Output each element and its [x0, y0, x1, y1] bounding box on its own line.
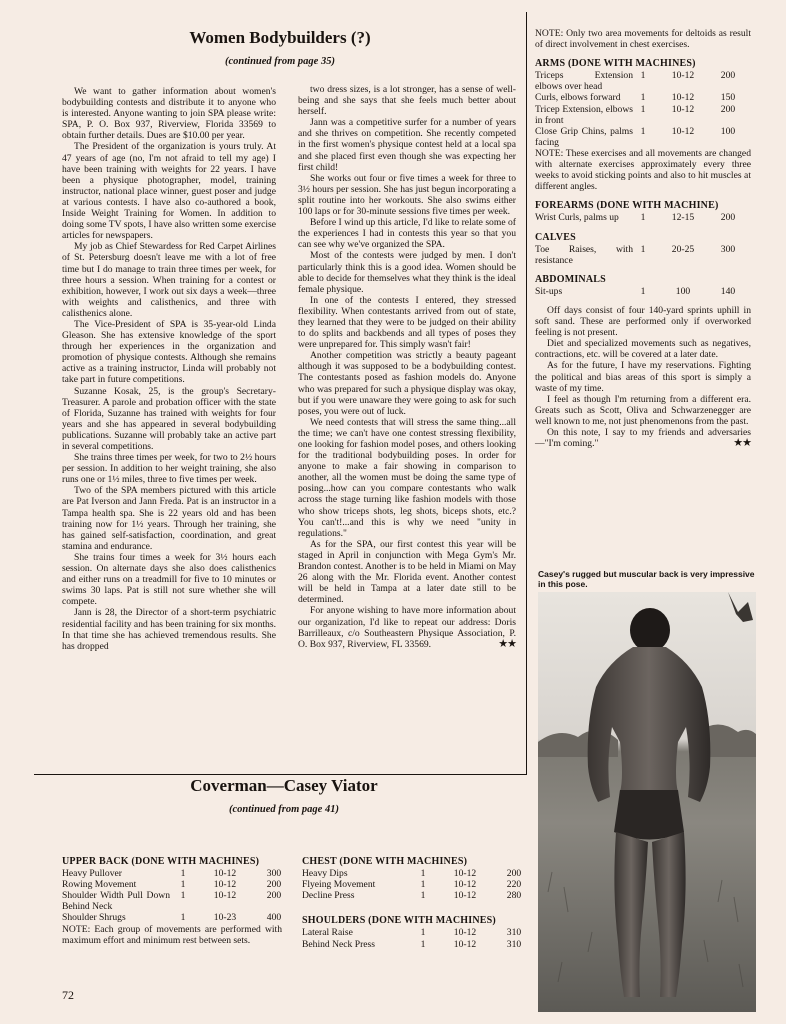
- exercise-row: [302, 939, 524, 950]
- exercise-row: [535, 286, 751, 297]
- exercise-row: [62, 890, 282, 912]
- exercise-row: [535, 126, 751, 148]
- exercise-weight: 200: [266, 890, 282, 902]
- exercise-name: Toe Raises, with resistance: [535, 243, 633, 266]
- upper-back-note: NOTE: Each group of movements are performed with maximum effort and minimum rest between sets.: [62, 923, 282, 946]
- exercise-sets: 1: [420, 938, 426, 950]
- exercise-name: Shoulder Shrugs: [62, 912, 126, 924]
- exercise-reps: 10-12: [453, 868, 477, 880]
- exercise-name: Shoulder Width Pull Down Behind Neck: [62, 890, 170, 913]
- upper-back-heading: UPPER BACK (DONE WITH MACHINES): [62, 856, 260, 867]
- exercise-row: [302, 868, 524, 879]
- end-mark: ★★: [498, 637, 516, 650]
- paragraph: She trains three times per week, for two to 2½ hours per session. In addition to her weight training, she also runs one or 1½ miles, three to five times per week.: [62, 452, 276, 486]
- photo-caption: Casey's rugged but muscular back is very impressive in this pose.: [538, 569, 755, 589]
- arms-table: [535, 70, 751, 148]
- exercise-name: Wrist Curls, palms up: [535, 212, 619, 224]
- exercise-reps: 10-12: [671, 92, 695, 104]
- exercise-weight: 310: [506, 927, 522, 939]
- exercise-weight: 200: [506, 868, 522, 880]
- exercise-reps: 10-12: [453, 938, 477, 950]
- exercise-name: Curls, elbows forward: [535, 92, 621, 104]
- exercise-row: [535, 70, 751, 92]
- paragraph: We need contests that will stress the same thing...all the time; we can't have one contest stressing flexibility, one looking for fashion model poses, and others looking for the traditional bodybuilding poses. In order for anyone to make a fair showing in comparison to another, all the women must be doing the same type of posing...how can you compare contestants who walk across the stage turning like fashion models with those who show triceps shots, leg shots, biceps shots, etc.? You can't!...and this is why we need "unity in regulations.": [298, 416, 516, 539]
- paragraph: Another competition was strictly a beauty pageant although it was supposed to be a bodybuilding contest. The contestants posed as fashion models do. Anyone who was prepared for such a physique display was okay, but if you were unaware they were going to ask for such poses, you were out of luck.: [298, 350, 516, 417]
- paragraph: In one of the contests I entered, they stressed flexibility. When contestants arrived from out of state, they learned that they were to be judged on their ability to do splits and backbends and all types of poses they were unprepared for. This simply wasn't fair!: [298, 294, 516, 351]
- exercise-weight: 150: [720, 92, 736, 104]
- paragraph: She works out four or five times a week for three to 3½ hours per session. She has just begun incorporating a split routine into her workouts. She also swims either 100 laps or for 30-minute sessions five times per week.: [298, 172, 516, 218]
- exercise-reps: 10-12: [213, 868, 237, 880]
- paragraph: On this note, I say to my friends and adversaries—"I'm coming." ★★: [535, 427, 751, 450]
- paragraph: My job as Chief Stewardess for Red Carpet Airlines of St. Petersburg doesn't leave me with a lot of free time but I do manage to train three times per week, for three hours a session. When training for a contest or exhibition, however, I work out six days a week—three with weights and calisthenics, and three with calisthenics alone.: [62, 241, 276, 319]
- exercise-sets: 1: [180, 868, 186, 880]
- abdominals-table: [535, 286, 751, 297]
- exercise-row: [302, 927, 524, 938]
- exercise-weight: 300: [720, 243, 736, 255]
- forearms-heading: FOREARMS (DONE WITH MACHINE): [535, 200, 719, 212]
- paragraph: We want to gather information about women's bodybuilding contests and distribute it to anyone who is interested. Anyone wanting to join SPA please write: SPA, P. O. Box 937, Riverview, Florida 33569 to obtain further details. Dues are $10.00 per year.: [62, 86, 276, 142]
- exercise-reps: 10-12: [453, 890, 477, 902]
- exercise-sets: 1: [640, 243, 646, 255]
- calves-heading: CALVES: [535, 231, 576, 243]
- exercise-name: Rowing Movement: [62, 879, 137, 891]
- exercise-row: [535, 244, 751, 266]
- chest-shoulders-section: [302, 856, 524, 950]
- right-column: [535, 28, 751, 449]
- article2-title: Coverman—Casey Viator: [190, 776, 378, 795]
- article1-subtitle: (continued from page 35): [225, 56, 335, 67]
- exercise-sets: 1: [180, 912, 186, 924]
- abdominals-heading: ABDOMINALS: [535, 273, 606, 285]
- exercise-row: [535, 212, 751, 223]
- arms-heading: ARMS (DONE WITH MACHINES): [535, 58, 696, 70]
- paragraph: Diet and specialized movements such as negatives, contractions, etc. will be covered at a later date.: [535, 338, 751, 361]
- exercise-weight: 300: [266, 868, 282, 880]
- exercise-name: Sit-ups: [535, 285, 563, 297]
- exercise-sets: 1: [640, 70, 646, 82]
- exercise-name: Close Grip Chins, palms facing: [535, 125, 633, 148]
- chest-heading: CHEST (DONE WITH MACHINES): [302, 856, 468, 867]
- exercise-reps: 100: [675, 285, 691, 297]
- exercise-reps: 10-12: [453, 927, 477, 939]
- exercise-sets: 1: [420, 890, 426, 902]
- casey-back-pose-photo: [538, 592, 756, 1012]
- exercise-sets: 1: [640, 92, 646, 104]
- exercise-reps: 10-12: [671, 125, 695, 137]
- exercise-weight: 140: [720, 285, 736, 297]
- article2-subtitle: (continued from page 41): [229, 804, 339, 815]
- exercise-reps: 10-23: [213, 912, 237, 924]
- exercise-reps: 10-12: [213, 879, 237, 891]
- exercise-row: [535, 104, 751, 126]
- paragraph: As for the future, I have my reservations. Fighting the political and bias areas of this sport is simply a waste of my time.: [535, 360, 751, 394]
- exercise-row: [62, 868, 282, 879]
- exercise-name: Behind Neck Press: [302, 938, 376, 950]
- exercise-row: [302, 890, 524, 901]
- article1-column-1: [62, 86, 276, 766]
- exercise-row: [302, 879, 524, 890]
- exercise-sets: 1: [180, 890, 186, 902]
- exercise-reps: 12-15: [671, 212, 695, 224]
- shoulders-heading: SHOULDERS (DONE WITH MACHINES): [302, 915, 496, 927]
- exercise-sets: 1: [640, 285, 646, 297]
- exercise-reps: 10-12: [671, 70, 695, 82]
- exercise-reps: 10-12: [213, 890, 237, 902]
- exercise-reps: 10-12: [671, 103, 695, 115]
- exercise-sets: 1: [640, 125, 646, 137]
- article1-title: Women Bodybuilders (?): [189, 28, 371, 47]
- paragraph: She trains four times a week for 3½ hours each session. On alternate days she also does calisthenics and either runs on a treadmill for five to 10 minutes or swims 30 laps. Pat is still not sure whether she will compete.: [62, 551, 276, 608]
- paragraph: Before I wind up this article, I'd like to relate some of the experiences I had in contests this year so that you can see why we've organized the SPA.: [298, 217, 516, 251]
- chest-table: [302, 868, 524, 901]
- paragraph: For anyone wishing to have more information about our organization, I'd like to repeat our address: Doris Barrilleaux, c/o Southeastern Physique Association, P. O. Box 937, Riverview, FL 33569. ★★: [298, 605, 516, 650]
- paragraph: Most of the contests were judged by men. I don't particularly think this is a good idea. Women should be able to decide for themselves what they think is the ideal female physique.: [298, 250, 516, 295]
- exercise-reps: 10-12: [453, 879, 477, 891]
- exercise-name: Heavy Pullover: [62, 868, 122, 880]
- exercise-name: Tricep Extension, elbows in front: [535, 103, 633, 126]
- exercise-sets: 1: [420, 868, 426, 880]
- exercise-sets: 1: [420, 879, 426, 891]
- paragraph: Jann is 28, the Director of a short-term psychiatric residential facility and has been training for six months. In that time she has achieved tremendous results. She has dropped: [62, 607, 276, 652]
- exercise-weight: 200: [720, 103, 736, 115]
- deltoid-note: NOTE: Only two area movements for deltoids as result of direct involvement in chest exercises.: [535, 28, 751, 51]
- exercise-sets: 1: [420, 927, 426, 939]
- exercise-reps: 20-25: [671, 243, 695, 255]
- exercise-weight: 200: [720, 212, 736, 224]
- paragraph: Jann was a competitive surfer for a number of years and she thrives on competition. She recently competed in the first women's physique contest held at a local spa and she placed first even though she was expecting her first child!: [298, 117, 516, 173]
- shoulders-table: [302, 927, 524, 949]
- exercise-row: [62, 879, 282, 890]
- exercise-weight: 200: [720, 70, 736, 82]
- paragraph: The President of the organization is yours truly. At 47 years of age (no, I'm not afraid to tell my age) I have been training with weights for 22 years. I have been a physique photographer, model, training instructor, national place winner, guest poser and judge at various contests. I have also co-authored a book, Inside Weight Training for Women. In addition to doing some TV spots, I have also written some exercise articles for newspapers.: [62, 141, 276, 242]
- paragraph: Two of the SPA members pictured with this article are Pat Iverson and Jann Freda. Pat is an instructor in a Tampa health spa. She is 22 years old and has been training now for 1½ years. Through her training, she has gained self-satisfaction, coordination, and great stamina and endurance.: [62, 485, 276, 552]
- paragraph: I feel as though I'm returning from a different era. Greats such as Scott, Oliva and Schwarzenegger are well known to me, not just phenomenons from the past.: [535, 393, 751, 427]
- exercise-name: Decline Press: [302, 890, 355, 902]
- exercise-row: [62, 912, 282, 923]
- exercise-weight: 310: [506, 938, 522, 950]
- exercise-weight: 220: [506, 879, 522, 891]
- article1-column-2: [298, 84, 516, 768]
- exercise-row: [535, 92, 751, 103]
- page-number: 72: [62, 988, 74, 1002]
- paragraph: As for the SPA, our first contest this year will be staged in April in conjunction with Mega Gym's Mr. Brandon contest. Another is to be held in Miami on May 26 along with the Mr. Florida event. Another contest will be held in Tampa at a later date still to be determined.: [298, 538, 516, 606]
- exercise-name: Flyeing Movement: [302, 879, 376, 891]
- photo-illustration: [538, 592, 756, 1012]
- paragraph: two dress sizes, is a lot stronger, has a sense of well-being and she says that she feels much better about herself.: [298, 84, 516, 118]
- exercise-sets: 1: [640, 212, 646, 224]
- upper-back-table: [62, 868, 282, 923]
- paragraph: Suzanne Kosak, 25, is the group's Secretary-Treasurer. A parole and probation officer with the state of Florida, Suzanne has trained with weights for four years and she has appeared in several bodybuilding publications. Suzanne will probably take an active part in several competitions.: [62, 385, 276, 452]
- exercise-weight: 280: [506, 890, 522, 902]
- calves-table: [535, 244, 751, 266]
- exercise-sets: 1: [640, 103, 646, 115]
- exercise-weight: 400: [266, 912, 282, 924]
- exercise-name: Lateral Raise: [302, 927, 353, 939]
- paragraph: The Vice-President of SPA is 35-year-old Linda Gleason. She has extensive knowledge of the sport through her experiences in the organization and promotion of physique contests. Although she remains active as a training instructor, Linda will probably not take part in future competitions.: [62, 318, 276, 386]
- exercise-sets: 1: [180, 879, 186, 891]
- exercise-name: Heavy Dips: [302, 868, 348, 880]
- end-mark: ★★: [733, 437, 751, 450]
- exercise-note: NOTE: These exercises and all movements are changed with alternate exercises approximately every three weeks to avoid sticking points and also to hit muscles at different angles.: [535, 147, 751, 193]
- upper-back-section: [62, 856, 282, 946]
- exercise-weight: 200: [266, 879, 282, 891]
- right-column-text: [535, 305, 751, 449]
- forearms-table: [535, 212, 751, 223]
- paragraph: Off days consist of four 140-yard sprints uphill in soft sand. These are performed only if overworked feeling is not present.: [535, 304, 751, 339]
- exercise-weight: 100: [720, 125, 736, 137]
- exercise-name: Triceps Extension elbows over head: [535, 70, 633, 93]
